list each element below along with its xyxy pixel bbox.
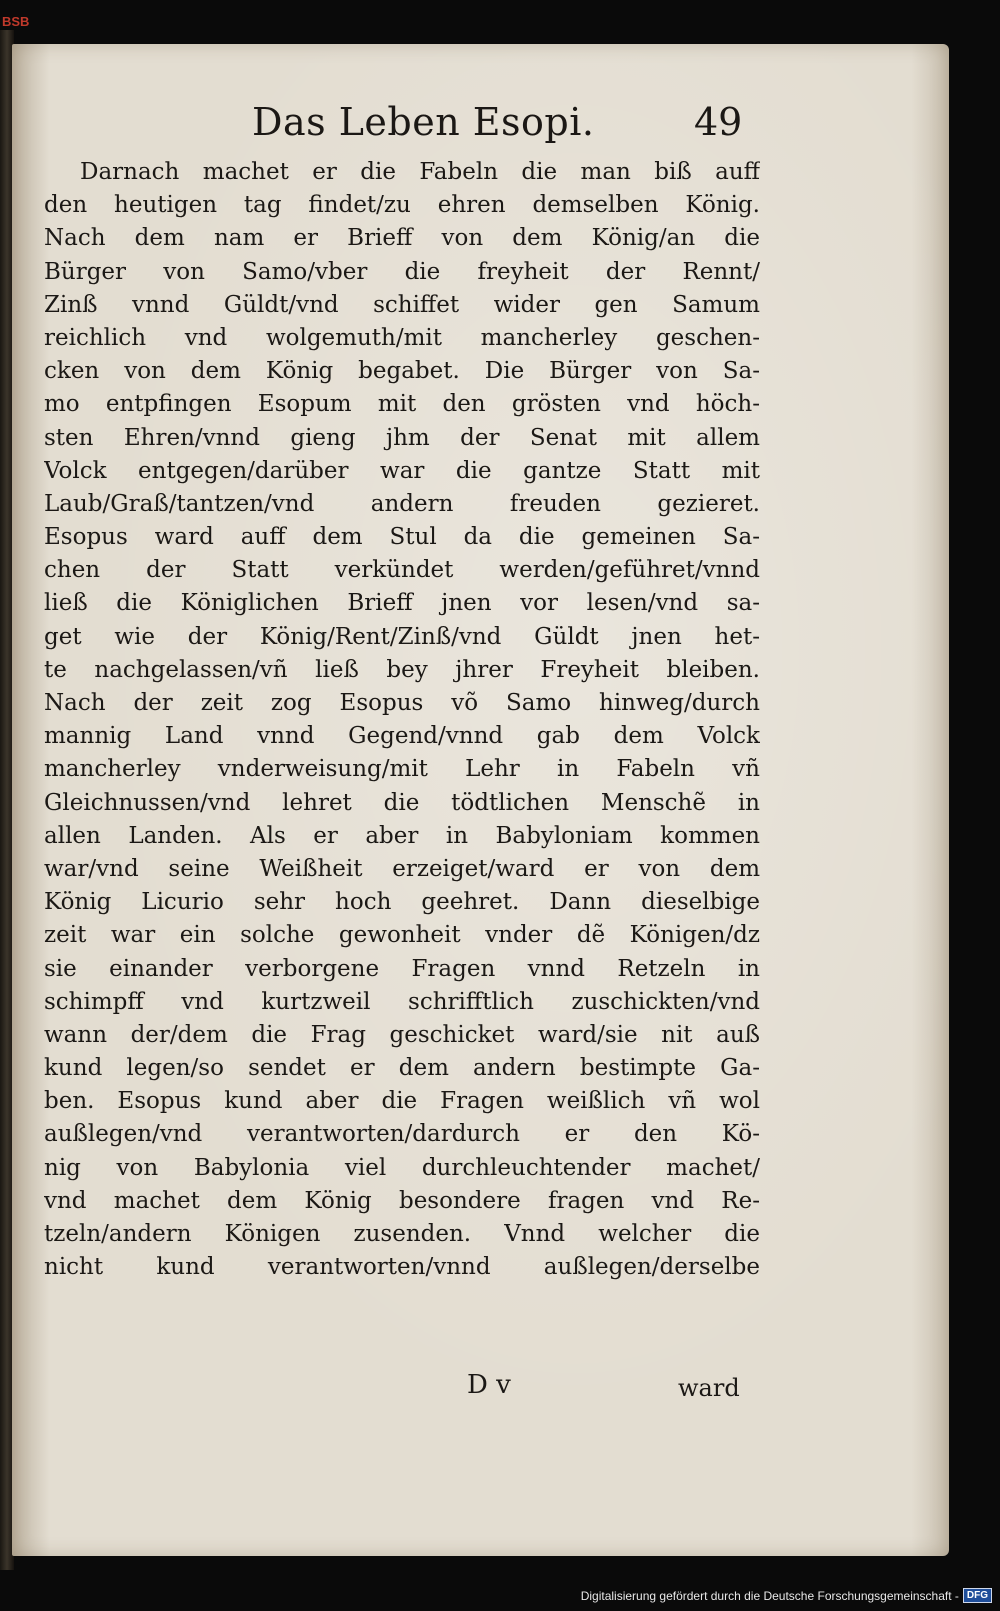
text-line: Darnach machet er die Fabeln die man biß auff xyxy=(80,159,760,185)
credit-text: Digitalisierung gefördert durch die Deutsche Forschungsgemeinschaft - xyxy=(580,1588,959,1603)
text-line: König Licurio sehr hoch geehret. Dann dieselbige xyxy=(44,889,760,916)
running-title: Das Leben Esopi. xyxy=(252,100,595,144)
library-logo: BSB xyxy=(2,14,30,29)
text-line: Esopus ward auff dem Stul da die gemeinen Sa- xyxy=(44,524,760,551)
body-text xyxy=(44,156,760,1284)
dfg-logo: DFG xyxy=(963,1588,992,1603)
text-line: mannig Land vnnd Gegend/vnnd gab dem Volck xyxy=(44,723,760,750)
text-line: tzeln/andern Königen zusenden. Vnnd welcher die xyxy=(44,1221,760,1247)
text-line: Nach der zeit zog Esopus võ Samo hinweg/durch xyxy=(44,690,760,716)
text-line: sten Ehren/vnnd gieng jhm der Senat mit allem xyxy=(44,424,760,451)
text-line: kund legen/so sendet er dem andern bestimpte Ga- xyxy=(44,1055,760,1082)
text-line: wann der/dem die Frag geschicket ward/sie nit auß xyxy=(44,1021,760,1048)
page-number: 49 xyxy=(694,100,743,144)
text-line: cken von dem König begabet. Die Bürger von Sa- xyxy=(44,358,760,385)
text-line: chen der Statt verkündet werden/geführet/vnnd xyxy=(44,557,760,584)
text-line: zeit war ein solche gewonheit vnder dẽ Königen/dz xyxy=(44,922,760,949)
text-line: vnd machet dem König besondere fragen vnd Re- xyxy=(44,1187,760,1214)
text-line: nig von Babylonia viel durchleuchtender machet/ xyxy=(44,1154,760,1181)
text-line: get wie der König/Rent/Zinß/vnd Güldt jnen het- xyxy=(44,623,760,650)
book-page xyxy=(12,44,949,1556)
text-line: reichlich vnd wolgemuth/mit mancherley geschen- xyxy=(44,324,760,351)
text-line: den heutigen tag findet/zu ehren demselben König. xyxy=(44,192,760,219)
text-line: ließ die Königlichen Brieff jnen vor lesen/vnd sa- xyxy=(44,590,760,617)
text-line: schimpff vnd kurtzweil schrifftlich zuschickten/vnd xyxy=(44,988,760,1015)
text-line: Zinß vnnd Güldt/vnd schiffet wider gen Samum xyxy=(44,291,760,318)
catchword: ward xyxy=(678,1374,740,1402)
text-line: außlegen/vnd verantworten/dardurch er den Kö- xyxy=(44,1121,760,1148)
text-line: te nachgelassen/vñ ließ bey jhrer Freyheit bleiben. xyxy=(44,656,760,683)
text-line: Bürger von Samo/vber die freyheit der Rennt/ xyxy=(44,258,760,285)
text-line: Gleichnussen/vnd lehret die tödtlichen Menschẽ in xyxy=(44,789,760,816)
page-header xyxy=(12,100,949,160)
text-line: mo entpfingen Esopum mit den grösten vnd höch- xyxy=(44,391,760,418)
text-line: Nach dem nam er Brieff von dem König/an die xyxy=(44,225,760,252)
text-line: nicht kund verantworten/vnnd außlegen/derselbe xyxy=(44,1254,760,1281)
signature-mark: D v xyxy=(467,1370,511,1400)
digitization-credit xyxy=(581,1588,992,1603)
text-line: ben. Esopus kund aber die Fragen weißlich vñ wol xyxy=(44,1088,760,1115)
text-line: Volck entgegen/darüber war die gantze Statt mit xyxy=(44,457,760,484)
text-line: war/vnd seine Weißheit erzeiget/ward er von dem xyxy=(44,855,760,882)
text-line: sie einander verborgene Fragen vnnd Retzeln in xyxy=(44,955,760,982)
text-line: mancherley vnderweisung/mit Lehr in Fabeln vñ xyxy=(44,756,760,783)
text-line: Laub/Graß/tantzen/vnd andern freuden gezieret. xyxy=(44,490,760,517)
text-line: allen Landen. Als er aber in Babyloniam kommen xyxy=(44,822,760,849)
